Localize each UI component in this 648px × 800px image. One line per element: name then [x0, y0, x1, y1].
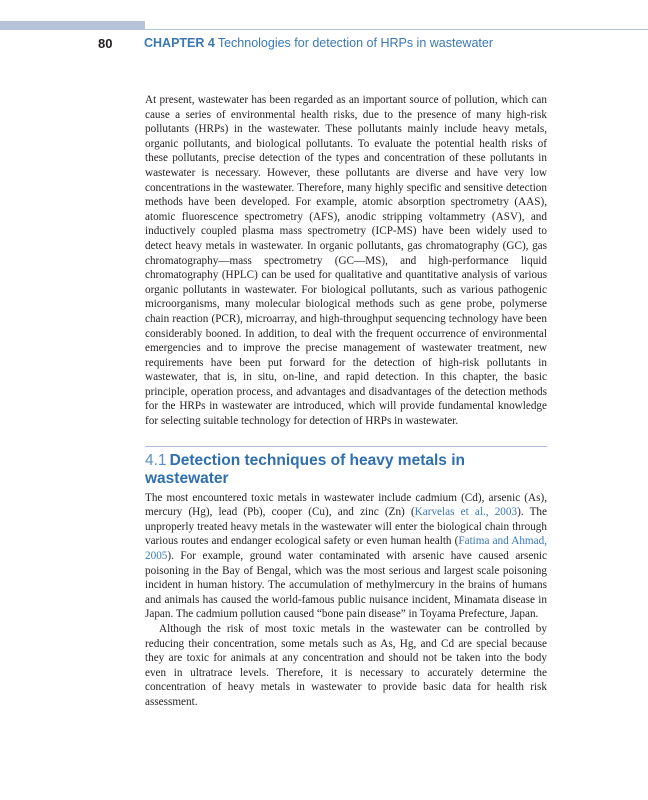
- citation-link[interactable]: Fatima and Ahmad, 2005: [145, 535, 547, 563]
- chapter-heading: [144, 36, 493, 50]
- intro-paragraph: At present, wastewater has been regarded as an important source of pollution, which can cause a series of environmental health risks, due to the presence of many high-risk pollutants (HRPs) in the wastewater. These pollutants mainly include heavy metals, organic pollutants, and biological pollutants. To evaluate the potential health risks of these pollutants, precise detection of the types and concentration of these pollutants in wastewater is necessary. However, these pollutants are diverse and have very low concentrations in the wastewater. Therefore, many highly specific and sensitive detection methods have been developed. For example, atomic absorption spectrometry (AAS), atomic fluorescence spectrometry (AFS), anodic stripping voltammetry (ASV), and inductively coupled plasma mass spectrometry (ICP-MS) have been widely used to detect heavy metals in wastewater. In organic pollutants, gas chromatography (GC), gas chromatography—mass spectrometry (GC—MS), and high-performance liquid chromatography (HPLC) can be used for qualitative and quantitative analysis of various organic pollutants in wastewater. For biological pollutants, such as various pathogenic microorganisms, many molecular biological methods such as gene probe, polymerse chain reaction (PCR), microarray, and high-throughput sequencing technology have been considerably booned. In addition, to deal with the frequent occurrence of environmental emergencies and to improve the precise management of wastewater treatment, new requirements have been put forward for the detection of high-risk pollutants in wastewater, that is, in situ, on-line, and rapid detection. In this chapter, the basic principle, operation process, and advantages and disadvantages of the detection methods for the HRPs in wastewater are introduced, which will provide fundamental knowledge for selecting suitable technology for detection of HRPs in wastewater.: [145, 94, 547, 428]
- body-paragraph-risk: Although the risk of most toxic metals in the wastewater can be controlled by reducing their concentration, some metals such as As, Hg, and Cd are special because they are toxic for animals at any concentration and should not be taken into the body even in ultratrace levels. Therefore, it is necessary to accurately determine the concentration of heavy metals in wastewater to provide basic data for health risk assessment.: [145, 623, 547, 708]
- paragraph-text: ). The unproperly treated heavy metals in the wastewater will enter the biological chain through various routes and endanger ecological safety or even human health (: [145, 506, 547, 548]
- page-number: 80: [98, 36, 113, 51]
- body-paragraph-heavy-metals: [145, 491, 547, 622]
- paragraph-text: ). For example, ground water contaminated with arsenic have caused arsenic poisoning in the Bay of Bengal, which was the most serious and largest scale poisoning incident in human history. The accumulation of methylmercury in the brains of humans and animals has caused the world-famous public nuisance incident, Minamata disease in Japan. The cadmium pollution caused “bone pain disease” in Toyama Prefecture, Japan.: [145, 550, 547, 621]
- chapter-title: Technologies for detection of HRPs in wastewater: [217, 36, 493, 50]
- running-header: [0, 35, 648, 55]
- chapter-label: CHAPTER 4: [144, 36, 215, 50]
- paragraph-text: The most encountered toxic metals in wastewater include cadmium (Cd), arsenic (As), mercury (Hg), lead (Pb), cooper (Cu), and zinc (Zn) (: [145, 491, 547, 519]
- section-heading: [145, 446, 547, 488]
- section-number: 4.1: [145, 451, 167, 469]
- section-title: Detection techniques of heavy metals in wastewater: [145, 451, 466, 487]
- header-accent-bar: [0, 21, 145, 30]
- citation-link[interactable]: Karvelas et al., 2003: [414, 506, 518, 519]
- header-rule: [145, 29, 648, 30]
- page-body: [145, 93, 547, 710]
